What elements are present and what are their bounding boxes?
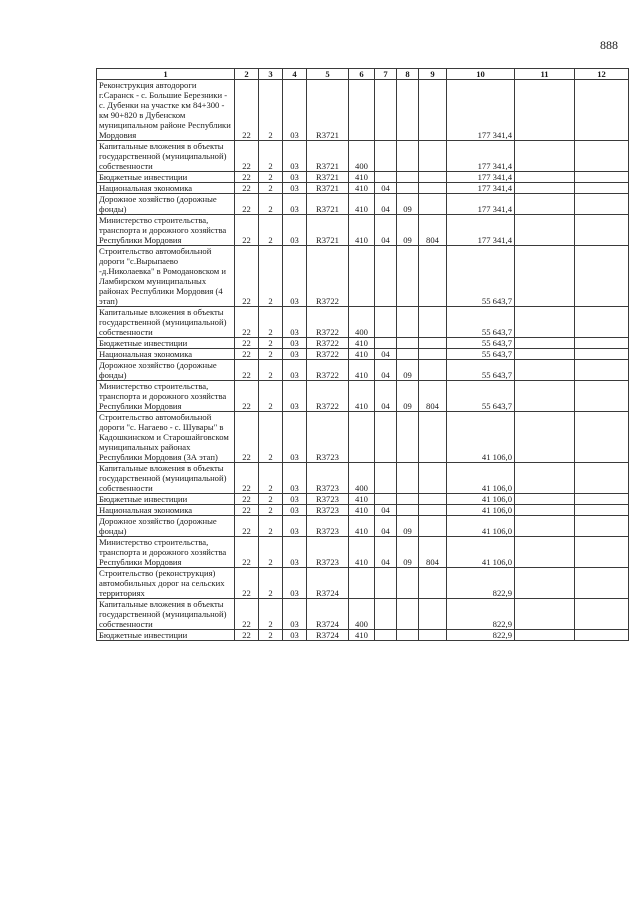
table-row [97,215,629,246]
col-3: 2 [259,412,283,463]
col-12 [575,630,629,641]
col-3: 2 [259,463,283,494]
col-8: 09 [397,381,419,412]
table-row [97,183,629,194]
col-6: 410 [349,338,375,349]
col-5: R3722 [307,246,349,307]
col-7: 04 [375,537,397,568]
col-8 [397,463,419,494]
col-11 [515,568,575,599]
col-6: 400 [349,141,375,172]
col-4: 03 [283,338,307,349]
col-11 [515,307,575,338]
col-8 [397,494,419,505]
col-5: R3722 [307,381,349,412]
column-header: 11 [515,69,575,80]
col-3: 2 [259,360,283,381]
col-4: 03 [283,599,307,630]
col-4: 03 [283,246,307,307]
col-4: 03 [283,360,307,381]
col-12 [575,246,629,307]
row-name: Строительство (реконструкция) автомобильных дорог на сельских территориях [97,568,235,599]
col-5: R3721 [307,141,349,172]
col-12 [575,141,629,172]
col-7 [375,246,397,307]
table-row [97,494,629,505]
row-name: Капитальные вложения в объекты государственной (муниципальной) собственности [97,463,235,494]
amount: 55 643,7 [447,307,515,338]
col-12 [575,599,629,630]
col-4: 03 [283,307,307,338]
row-name: Национальная экономика [97,349,235,360]
col-6: 410 [349,215,375,246]
table-row [97,307,629,338]
table-row [97,360,629,381]
col-9 [419,80,447,141]
col-4: 03 [283,463,307,494]
col-2: 22 [235,463,259,494]
col-7: 04 [375,516,397,537]
col-4: 03 [283,505,307,516]
col-5: R3724 [307,630,349,641]
col-11 [515,505,575,516]
col-3: 2 [259,630,283,641]
row-name: Министерство строительства, транспорта и дорожного хозяйства Республики Мордовия [97,537,235,568]
table-row [97,172,629,183]
col-11 [515,360,575,381]
col-7: 04 [375,215,397,246]
col-3: 2 [259,568,283,599]
col-4: 03 [283,516,307,537]
col-6: 410 [349,537,375,568]
row-name: Дорожное хозяйство (дорожные фонды) [97,516,235,537]
col-8 [397,505,419,516]
amount: 177 341,4 [447,194,515,215]
column-header: 5 [307,69,349,80]
col-11 [515,194,575,215]
col-8 [397,307,419,338]
col-6: 410 [349,183,375,194]
table-row [97,568,629,599]
amount: 41 106,0 [447,412,515,463]
row-name: Национальная экономика [97,505,235,516]
col-12 [575,215,629,246]
table-row [97,630,629,641]
col-9 [419,568,447,599]
col-9 [419,412,447,463]
col-6: 410 [349,360,375,381]
col-3: 2 [259,141,283,172]
col-2: 22 [235,338,259,349]
col-7: 04 [375,183,397,194]
table-row [97,505,629,516]
col-8 [397,172,419,183]
col-8: 09 [397,215,419,246]
col-2: 22 [235,412,259,463]
col-2: 22 [235,568,259,599]
col-12 [575,172,629,183]
col-5: R3723 [307,494,349,505]
table-row [97,80,629,141]
col-9 [419,505,447,516]
amount: 177 341,4 [447,183,515,194]
col-11 [515,516,575,537]
col-3: 2 [259,246,283,307]
amount: 822,9 [447,568,515,599]
col-8 [397,599,419,630]
col-2: 22 [235,172,259,183]
col-12 [575,381,629,412]
col-8 [397,349,419,360]
col-9: 804 [419,381,447,412]
col-2: 22 [235,599,259,630]
row-name: Капитальные вложения в объекты государственной (муниципальной) собственности [97,141,235,172]
table-row [97,338,629,349]
col-12 [575,360,629,381]
col-2: 22 [235,307,259,338]
col-11 [515,412,575,463]
table-row [97,516,629,537]
col-12 [575,307,629,338]
col-12 [575,80,629,141]
col-4: 03 [283,568,307,599]
row-name: Бюджетные инвестиции [97,494,235,505]
amount: 822,9 [447,599,515,630]
row-name: Реконструкция автодороги г.Саранск - с. Большие Березники - с. Дубенки на участке км 84+300 - км 90+820 в Дубенском муниципальном районе Республики Мордовия [97,80,235,141]
col-6 [349,568,375,599]
col-5: R3721 [307,183,349,194]
col-7 [375,172,397,183]
col-6: 400 [349,599,375,630]
col-11 [515,172,575,183]
col-5: R3721 [307,215,349,246]
table-row [97,537,629,568]
amount: 177 341,4 [447,172,515,183]
col-11 [515,494,575,505]
table-row [97,246,629,307]
col-6: 410 [349,630,375,641]
col-4: 03 [283,537,307,568]
col-9 [419,183,447,194]
col-9 [419,349,447,360]
col-11 [515,537,575,568]
col-3: 2 [259,349,283,360]
col-8 [397,568,419,599]
col-9 [419,172,447,183]
col-11 [515,80,575,141]
col-8 [397,80,419,141]
col-11 [515,338,575,349]
table-row [97,349,629,360]
col-2: 22 [235,194,259,215]
col-9 [419,599,447,630]
column-header: 4 [283,69,307,80]
col-6: 410 [349,172,375,183]
col-7 [375,412,397,463]
col-12 [575,338,629,349]
col-7 [375,630,397,641]
col-9 [419,338,447,349]
col-2: 22 [235,505,259,516]
col-9 [419,516,447,537]
row-name: Министерство строительства, транспорта и дорожного хозяйства Республики Мордовия [97,381,235,412]
table-row [97,194,629,215]
column-header: 2 [235,69,259,80]
col-7: 04 [375,360,397,381]
col-3: 2 [259,494,283,505]
col-9 [419,360,447,381]
col-11 [515,349,575,360]
col-5: R3723 [307,505,349,516]
col-4: 03 [283,172,307,183]
row-name: Министерство строительства, транспорта и дорожного хозяйства Республики Мордовия [97,215,235,246]
amount: 55 643,7 [447,246,515,307]
amount: 55 643,7 [447,338,515,349]
column-header: 1 [97,69,235,80]
col-2: 22 [235,360,259,381]
col-4: 03 [283,630,307,641]
col-6: 410 [349,494,375,505]
row-name: Национальная экономика [97,183,235,194]
column-header: 6 [349,69,375,80]
col-11 [515,246,575,307]
amount: 41 106,0 [447,463,515,494]
col-12 [575,568,629,599]
row-name: Строительство автомобильной дороги "с.Вырыпаево -д.Николаевка" в Ромодановском и Ламбирском муниципальных районах Республики Мордовия (4 этап) [97,246,235,307]
col-12 [575,183,629,194]
amount: 177 341,4 [447,80,515,141]
col-11 [515,630,575,641]
col-5: R3723 [307,412,349,463]
col-12 [575,194,629,215]
amount: 177 341,4 [447,141,515,172]
col-7: 04 [375,505,397,516]
col-6 [349,246,375,307]
amount: 822,9 [447,630,515,641]
table-row [97,412,629,463]
col-2: 22 [235,349,259,360]
column-header: 12 [575,69,629,80]
col-3: 2 [259,183,283,194]
col-8 [397,338,419,349]
col-7 [375,141,397,172]
col-7 [375,599,397,630]
column-header: 10 [447,69,515,80]
col-8 [397,412,419,463]
col-4: 03 [283,80,307,141]
col-11 [515,141,575,172]
col-8: 09 [397,516,419,537]
column-header: 7 [375,69,397,80]
col-8 [397,630,419,641]
col-6: 410 [349,381,375,412]
col-5: R3724 [307,568,349,599]
amount: 41 106,0 [447,516,515,537]
col-4: 03 [283,183,307,194]
col-5: R3721 [307,172,349,183]
col-3: 2 [259,516,283,537]
col-12 [575,494,629,505]
col-7: 04 [375,381,397,412]
col-8 [397,183,419,194]
col-9 [419,246,447,307]
col-7: 04 [375,349,397,360]
row-name: Дорожное хозяйство (дорожные фонды) [97,194,235,215]
col-12 [575,537,629,568]
col-7 [375,568,397,599]
col-7 [375,307,397,338]
col-4: 03 [283,215,307,246]
col-9 [419,630,447,641]
col-2: 22 [235,381,259,412]
row-name: Капитальные вложения в объекты государственной (муниципальной) собственности [97,307,235,338]
col-11 [515,381,575,412]
col-3: 2 [259,80,283,141]
col-7 [375,80,397,141]
col-5: R3724 [307,599,349,630]
col-3: 2 [259,172,283,183]
table-row [97,463,629,494]
col-3: 2 [259,338,283,349]
col-3: 2 [259,505,283,516]
row-name: Капитальные вложения в объекты государственной (муниципальной) собственности [97,599,235,630]
col-4: 03 [283,381,307,412]
col-7: 04 [375,194,397,215]
col-3: 2 [259,537,283,568]
col-12 [575,505,629,516]
col-9 [419,307,447,338]
table-row [97,381,629,412]
col-12 [575,349,629,360]
col-9 [419,494,447,505]
col-11 [515,599,575,630]
row-name: Дорожное хозяйство (дорожные фонды) [97,360,235,381]
col-7 [375,463,397,494]
col-6: 400 [349,307,375,338]
col-9 [419,141,447,172]
col-5: R3722 [307,338,349,349]
table-header-row [97,69,629,80]
col-6 [349,412,375,463]
amount: 55 643,7 [447,360,515,381]
col-3: 2 [259,194,283,215]
col-11 [515,215,575,246]
col-8: 09 [397,537,419,568]
col-6 [349,80,375,141]
col-11 [515,463,575,494]
amount: 41 106,0 [447,505,515,516]
col-4: 03 [283,194,307,215]
col-4: 03 [283,412,307,463]
col-4: 03 [283,349,307,360]
col-3: 2 [259,381,283,412]
col-12 [575,516,629,537]
row-name: Строительство автомобильной дороги "с. Нагаево - с. Шувары" в Кадошкинском и Старошайговском муниципальных районах Республики Мордовия (3А этап) [97,412,235,463]
col-5: R3721 [307,194,349,215]
col-3: 2 [259,307,283,338]
col-2: 22 [235,141,259,172]
col-3: 2 [259,599,283,630]
col-5: R3721 [307,80,349,141]
col-2: 22 [235,215,259,246]
amount: 55 643,7 [447,349,515,360]
col-2: 22 [235,183,259,194]
col-6: 400 [349,463,375,494]
column-header: 8 [397,69,419,80]
col-8: 09 [397,360,419,381]
col-6: 410 [349,194,375,215]
col-5: R3723 [307,463,349,494]
col-2: 22 [235,494,259,505]
col-5: R3722 [307,349,349,360]
page-number: 888 [600,38,618,52]
col-7 [375,494,397,505]
table-row [97,599,629,630]
col-9 [419,194,447,215]
table-row [97,141,629,172]
amount: 41 106,0 [447,494,515,505]
row-name: Бюджетные инвестиции [97,338,235,349]
col-8 [397,246,419,307]
row-name: Бюджетные инвестиции [97,630,235,641]
col-4: 03 [283,141,307,172]
col-2: 22 [235,516,259,537]
col-6: 410 [349,349,375,360]
col-9: 804 [419,215,447,246]
col-8: 09 [397,194,419,215]
col-9 [419,463,447,494]
col-12 [575,463,629,494]
col-11 [515,183,575,194]
col-5: R3722 [307,360,349,381]
amount: 41 106,0 [447,537,515,568]
col-8 [397,141,419,172]
row-name: Бюджетные инвестиции [97,172,235,183]
col-2: 22 [235,246,259,307]
column-header: 3 [259,69,283,80]
col-2: 22 [235,537,259,568]
col-9: 804 [419,537,447,568]
col-12 [575,412,629,463]
col-2: 22 [235,630,259,641]
col-5: R3722 [307,307,349,338]
amount: 177 341,4 [447,215,515,246]
col-7 [375,338,397,349]
col-4: 03 [283,494,307,505]
col-3: 2 [259,215,283,246]
col-6: 410 [349,516,375,537]
col-5: R3723 [307,537,349,568]
col-2: 22 [235,80,259,141]
budget-table [96,68,629,641]
col-6: 410 [349,505,375,516]
amount: 55 643,7 [447,381,515,412]
column-header: 9 [419,69,447,80]
col-5: R3723 [307,516,349,537]
